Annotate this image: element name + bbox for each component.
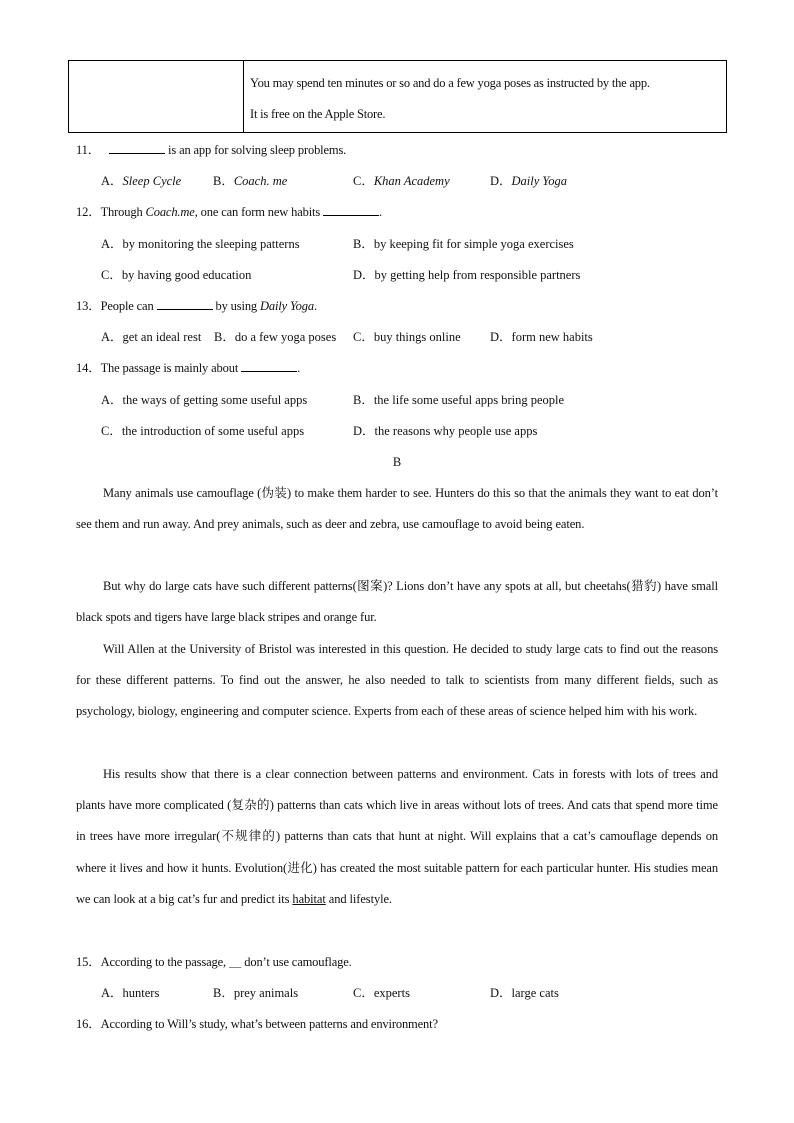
question-12: 12．Through Coach.me, one can form new habits . <box>76 205 383 219</box>
question-text: According to Will’s study, what’s between patterns and environment? <box>100 1017 438 1031</box>
option-14-c: C．the introduction of some useful apps <box>101 424 305 438</box>
option-11-b: B．Coach. me <box>213 174 288 188</box>
option-12-a: A．by monitoring the sleeping patterns <box>101 237 300 251</box>
question-16 <box>76 1014 438 1034</box>
option-14-a: A．the ways of getting some useful apps <box>101 393 308 407</box>
section-heading: B <box>392 455 402 469</box>
table-cell-empty <box>69 61 244 133</box>
question-number: 14． <box>76 361 101 375</box>
question-number: 15． <box>76 955 101 969</box>
option-11-a: A．Sleep Cycle <box>101 174 182 188</box>
option-13-a: A．get an ideal rest <box>101 330 202 344</box>
option-13-c: C．buy things online <box>353 330 461 344</box>
question-number: 11． <box>76 143 101 157</box>
option-15-a: A．hunters <box>101 986 160 1000</box>
underlined-word: habitat <box>292 891 326 906</box>
question-11 <box>76 140 346 160</box>
paragraph-1: Many animals use camouflage (伪装) to make them harder to see. Hunters do this so that the animals they want to eat don’t see them and run away. And prey animals, such as deer and zebra, use camouflage to avoid being eaten. <box>76 486 718 532</box>
option-15-c: C．experts <box>353 986 410 1000</box>
table-text-line-2: It is free on the Apple Store. <box>250 107 386 121</box>
option-12-b: B．by keeping fit for simple yoga exercises <box>353 237 574 251</box>
answer-blank <box>157 297 213 310</box>
question-text: is an app for solving sleep problems. <box>165 143 347 157</box>
option-13-b: B．do a few yoga poses <box>214 330 337 344</box>
question-number: 13． <box>76 299 101 313</box>
paragraph-4: His results show that there is a clear connection between patterns and environment. Cats in forests with lots of trees and plants have more complicated (复杂的) patterns than cats which live in areas without lots of trees. And cats that spend more time in trees have more irregular(不规律的) patterns than cats that hunt at night. Will explains that a cat’s camouflage depends on where it lives and how it hunts. Evolution(进化) has created the most suitable pattern for each particular hunter. His studies mean we can look at a big cat’s fur and predict its habitat and lifestyle. <box>76 767 718 906</box>
option-12-d: D．by getting help from responsible partners <box>353 268 581 282</box>
question-text: According to the passage, ＿ don’t use camouflage. <box>100 955 352 969</box>
question-number: 12． <box>76 205 101 219</box>
question-15 <box>76 952 352 972</box>
question-14: 14．The passage is mainly about . <box>76 361 301 375</box>
option-11-d: D．Daily Yoga <box>490 174 567 188</box>
app-info-table <box>68 60 727 133</box>
table-cell-description <box>244 61 727 133</box>
question-number: 16． <box>76 1017 101 1031</box>
option-11-c: C．Khan Academy <box>353 174 450 188</box>
table-text-line-1: You may spend ten minutes or so and do a few yoga poses as instructed by the app. <box>250 76 650 90</box>
paragraph-2: But why do large cats have such different patterns(图案)? Lions don’t have any spots at all, but cheetahs(猎豹) have small black spots and tigers have large black stripes and orange fur. <box>76 579 718 625</box>
answer-blank <box>109 141 165 154</box>
question-13: 13．People can by using Daily Yoga. <box>76 299 317 313</box>
paragraph-3: Will Allen at the University of Bristol was interested in this question. He decided to study large cats to find out the reasons for these different patterns. To find out the answer, he also needed to talk to scientists from many different fields, such as psychology, biology, engineering and computer science. Experts from each of these areas of science helped him with his work. <box>76 642 718 719</box>
option-14-b: B．the life some useful apps bring people <box>353 393 565 407</box>
answer-blank <box>323 203 379 216</box>
option-15-d: D．large cats <box>490 986 559 1000</box>
option-15-b: B．prey animals <box>213 986 299 1000</box>
option-13-d: D．form new habits <box>490 330 593 344</box>
answer-blank <box>241 359 297 372</box>
option-14-d: D．the reasons why people use apps <box>353 424 538 438</box>
option-12-c: C．by having good education <box>101 268 252 282</box>
